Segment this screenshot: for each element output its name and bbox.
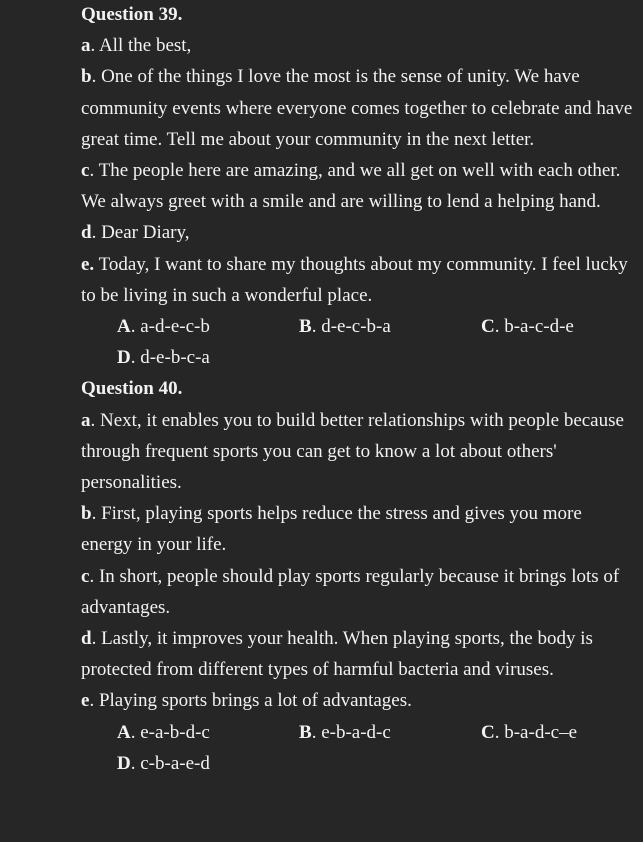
option-b[interactable] [299,311,481,342]
option-a[interactable] [117,311,299,342]
option-text: . e-a-b-d-c [130,721,210,743]
item-text: . All the best, [90,35,192,57]
option-c[interactable] [481,311,631,342]
option-c[interactable] [481,717,631,748]
answer-options [117,717,637,779]
option-text: . d-e-b-c-a [130,347,210,369]
option-b[interactable] [299,717,481,748]
item-letter: b [81,503,92,525]
item-text: . The people here are amazing, and we all get on well with each other. We always greet with a smile and are willing to lend a helping hand. [81,160,621,213]
option-d[interactable] [117,342,299,373]
item-text: . One of the things I love the most is the sense of unity. We have community events where everyone comes together to celebrate and have great time. Tell me about your community in the next letter. [81,66,633,150]
item-text: . Next, it enables you to build better relationships with people because through frequent sports you can get to know a lot about others' personalities. [81,409,624,494]
item-d [81,217,637,248]
item-letter: b [81,66,92,88]
option-text: . d-e-c-b-a [311,316,391,338]
item-d [81,623,637,685]
question-title: Question 39. [81,4,183,25]
option-text: . b-a-c-d-e [494,316,574,338]
item-a [81,30,637,61]
item-letter: d [81,628,92,650]
item-letter: a [81,409,91,431]
option-a[interactable] [117,717,299,748]
question-39 [81,0,637,373]
option-text: . c-b-a-e-d [130,752,210,774]
option-key: B [299,721,312,743]
item-letter: e. [81,253,95,275]
option-d[interactable] [117,748,299,779]
option-key: D [117,347,131,369]
item-text: . Dear Diary, [91,222,190,244]
item-letter: c [81,565,90,587]
option-text: . a-d-e-c-b [130,316,210,338]
item-text: . Playing sports brings a lot of advantages. [89,690,412,712]
answer-options [117,311,637,373]
question-40 [81,373,637,779]
question-title: Question 40. [81,378,183,400]
option-key: A [117,316,131,338]
item-e [81,685,637,716]
item-text: . In short, people should play sports regularly because it brings lots of advantages. [81,565,620,618]
option-key: B [299,316,312,338]
item-e [81,249,637,311]
item-a [81,405,637,499]
item-c [81,561,637,623]
option-key: A [117,721,131,743]
item-text: . First, playing sports helps reduce the stress and gives you more energy in your life. [81,503,582,556]
item-text: Today, I want to share my thoughts about my community. I feel lucky to be living in such a wonderful place. [81,253,628,306]
option-key: D [117,752,131,774]
item-letter: a [81,35,91,57]
item-letter: d [81,222,92,244]
option-text: . e-b-a-d-c [311,721,391,743]
item-c [81,155,637,217]
item-letter: c [81,160,90,182]
item-letter: e [81,690,90,712]
option-key: C [481,721,495,743]
item-b [81,61,637,155]
option-key: C [481,316,495,338]
option-text: . b-a-d-c–e [494,721,578,743]
item-text: . Lastly, it improves your health. When playing sports, the body is protected from different types of harmful bacteria and viruses. [81,628,593,681]
item-b [81,498,637,560]
